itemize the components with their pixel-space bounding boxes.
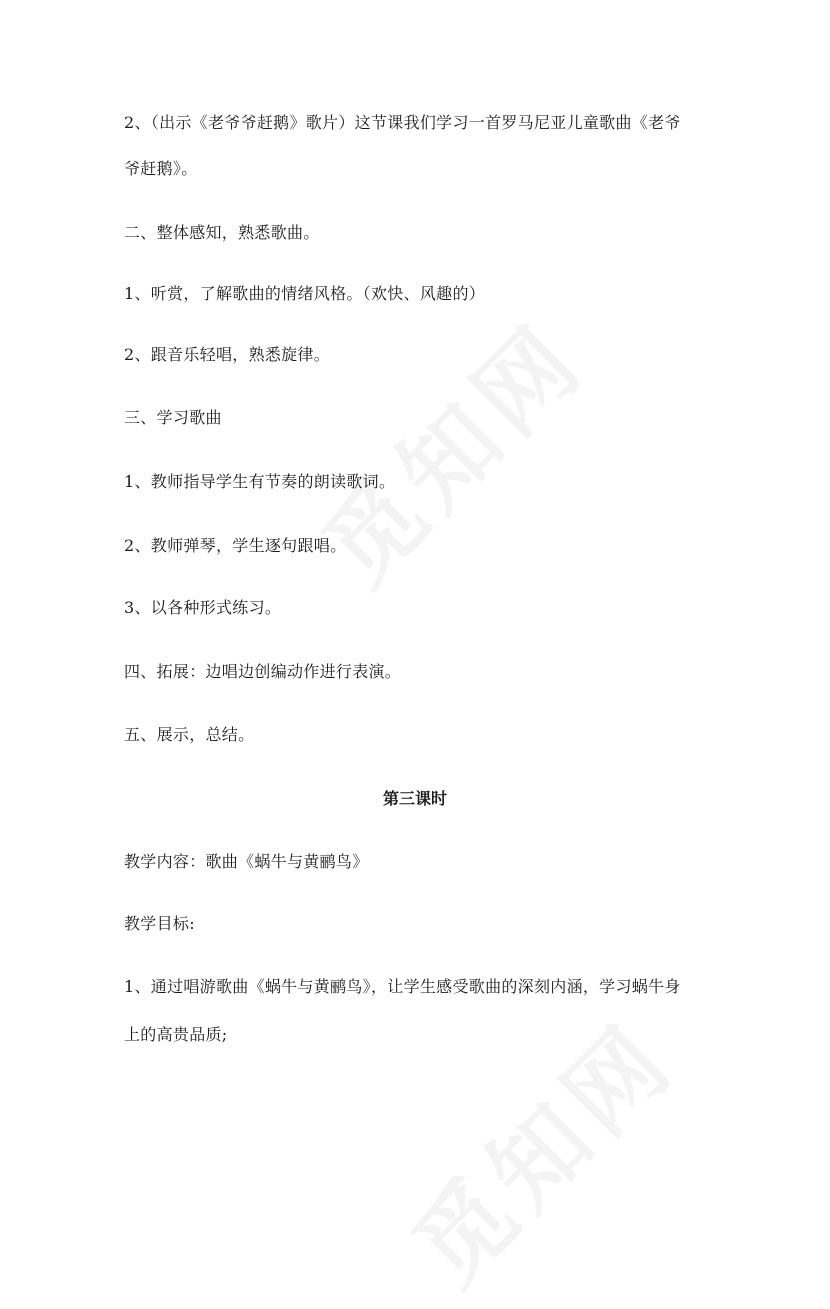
paragraph-line: 教学目标:	[124, 914, 195, 933]
watermark-lower	[378, 988, 700, 1309]
paragraph-line: 1、通过唱游歌曲《蜗牛与黄鹂鸟》，让学生感受歌曲的深刻内涵，学习蜗牛身	[124, 977, 681, 996]
lesson-title: 第三课时	[382, 789, 447, 808]
paragraph-line: 上的高贵品质;	[124, 1025, 228, 1044]
watermark-upper	[288, 288, 610, 610]
paragraph-line: 2、教师弹琴，学生逐句跟唱。	[124, 536, 347, 555]
section-heading: 五、展示，总结。	[124, 725, 255, 744]
section-heading: 四、拓展：边唱边创编动作进行表演。	[124, 662, 402, 681]
section-heading: 二、整体感知，熟悉歌曲。	[124, 223, 320, 242]
paragraph-line: 教学内容：歌曲《蜗牛与黄鹂鸟》	[124, 852, 369, 871]
paragraph-line: 2、（出示《老爷爷赶鹅》歌片）这节课我们学习一首罗马尼亚儿童歌曲《老爷	[124, 113, 681, 132]
paragraph-line: 1、听赏，了解歌曲的情绪风格。（欢快、风趣的）	[124, 284, 486, 303]
paragraph-line: 爷赶鹅》。	[124, 159, 198, 178]
paragraph-line: 3、以各种形式练习。	[124, 598, 282, 617]
paragraph-line: 2、跟音乐轻唱，熟悉旋律。	[124, 345, 331, 364]
section-heading: 三、学习歌曲	[124, 408, 222, 427]
paragraph-line: 1、教师指导学生有节奏的朗读歌词。	[124, 472, 396, 491]
